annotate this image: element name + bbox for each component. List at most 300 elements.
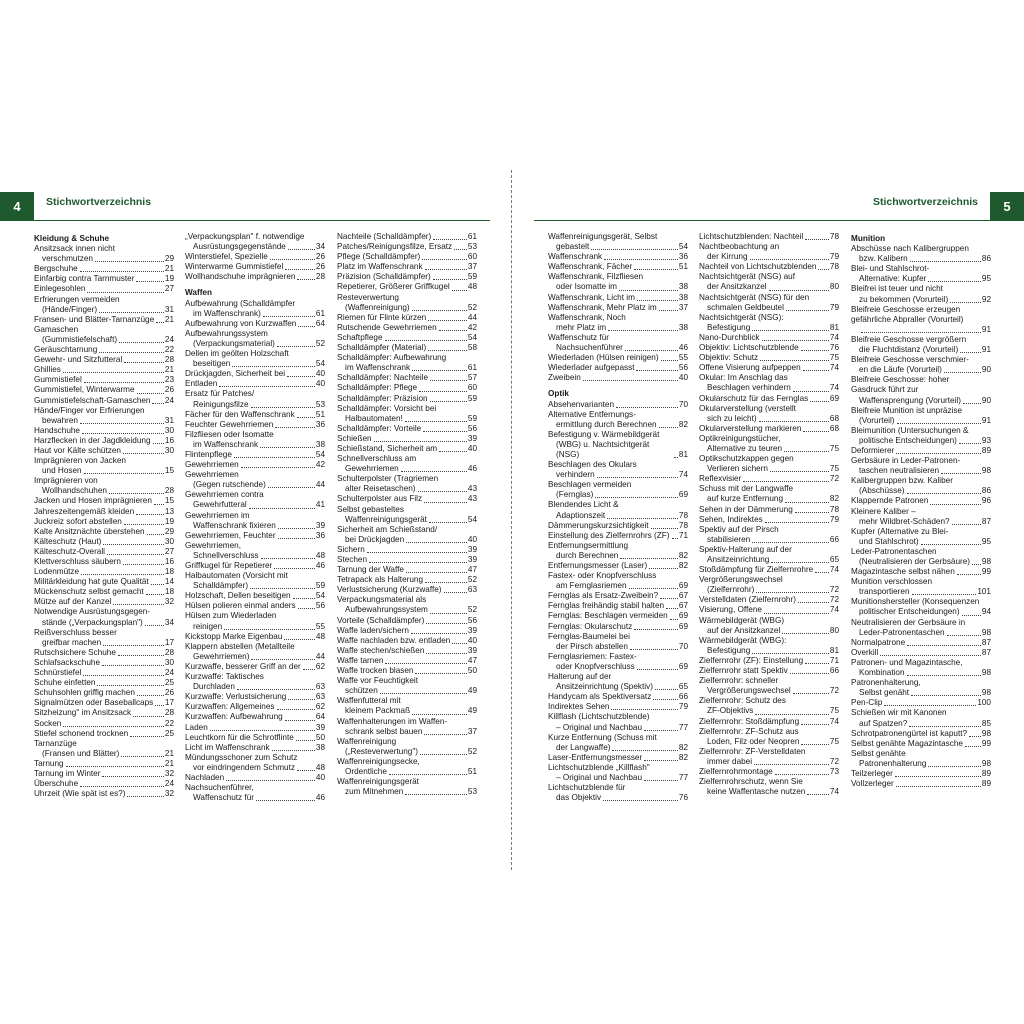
index-entry-text: immer dabei <box>707 756 753 766</box>
index-entry <box>699 686 839 696</box>
index-entry <box>337 656 477 666</box>
index-entry <box>34 648 174 658</box>
index-entry-text: Befestigung <box>707 645 751 655</box>
dot-leader <box>420 754 467 755</box>
index-entry-text: Hülsen zum Wiederladen <box>185 611 277 621</box>
index-entry-text: bei Drückjagden <box>345 534 405 544</box>
index-entry-text: Platz im Waffenschrank <box>337 262 423 272</box>
dot-leader <box>425 269 467 270</box>
dot-leader <box>156 322 164 323</box>
index-entry <box>337 727 477 737</box>
index-entry-text: Verstelldaten (Zielfernrohr) <box>699 595 796 605</box>
dot-leader <box>249 508 315 509</box>
page-reference: 48 <box>315 762 325 772</box>
index-entry-text: (Vorurteil) <box>859 415 895 425</box>
page-reference: 31 <box>164 304 174 314</box>
index-column <box>851 232 991 789</box>
index-entry <box>548 363 688 373</box>
index-entry-text: Wärmebildgerät (WBG): <box>699 635 787 645</box>
index-entry <box>699 605 839 615</box>
index-entry-text: Gewehrriemen <box>185 470 239 480</box>
index-entry <box>699 282 839 292</box>
index-entry <box>337 545 477 555</box>
index-entry-text: Zielfernrohrmontage <box>699 766 773 776</box>
index-entry <box>548 353 688 363</box>
index-entry-text: Laser-Entfernungsmesser <box>548 752 643 762</box>
index-entry <box>548 531 688 541</box>
dot-leader <box>603 800 678 801</box>
page-reference: 21 <box>164 748 174 758</box>
index-entry <box>185 359 325 369</box>
dot-leader <box>810 401 829 402</box>
page-reference: 74 <box>829 363 839 373</box>
page-reference: 54 <box>315 449 325 459</box>
index-entry-text: Ordentliche <box>345 766 387 776</box>
dot-leader <box>764 613 829 614</box>
index-entry <box>337 303 477 313</box>
page-reference: 62 <box>315 702 325 712</box>
dot-leader <box>293 598 315 599</box>
dot-leader <box>298 326 315 327</box>
index-entry-text: Pflege (Schalldämpfer) <box>337 252 421 262</box>
index-entry-text: Waffenfutteral mit <box>337 696 401 706</box>
page-reference: 82 <box>678 752 688 762</box>
index-entry-text: Gummistiefel <box>34 375 82 385</box>
index-entry <box>699 333 839 343</box>
index-entry-text: Okular: Im Anschlag das <box>699 373 788 383</box>
index-entry-text: Wärmebildgerät (WBG) <box>699 615 785 625</box>
index-entry-text: am Fernglasriemen <box>556 581 627 591</box>
index-entry <box>548 551 688 561</box>
index-entry-text: Dämmerungskurzsichtigkeit <box>548 520 649 530</box>
page-reference: 36 <box>315 419 325 429</box>
index-entry-text: Patronen- und Magazintasche, <box>851 657 963 667</box>
section-heading: Kleidung & Schuhe <box>34 234 110 243</box>
index-entry-text: und Hosen <box>42 466 82 476</box>
page-reference: 18 <box>164 567 174 577</box>
index-entry <box>548 692 688 702</box>
index-entry-text: Mückenschutz selbst gemacht <box>34 587 144 597</box>
page-reference: 91 <box>981 345 991 355</box>
index-entry-text: Vorteile (Schalldämpfer) <box>337 615 425 625</box>
dot-leader <box>151 584 164 585</box>
page-reference: 68 <box>829 423 839 433</box>
index-entry-text: („Resteverwertung") <box>345 746 418 756</box>
index-entry <box>851 537 991 547</box>
index-entry-text: Waffenreinigungsecke, <box>337 756 420 766</box>
index-entry-text: Schießen <box>337 433 372 443</box>
index-entry-text: Griffkugel für Repetierer <box>185 561 273 570</box>
index-entry <box>699 464 839 474</box>
dot-leader <box>430 613 467 614</box>
index-entry <box>337 515 477 525</box>
index-entry <box>337 232 477 242</box>
index-entry-text: Visierung, Offene <box>699 605 762 615</box>
index-entry <box>337 323 477 333</box>
index-entry-text: Gewehrriemen <box>345 464 399 474</box>
dot-leader <box>272 750 315 751</box>
dot-leader <box>752 330 829 331</box>
page-reference: 26 <box>164 385 174 395</box>
dot-leader <box>962 615 981 616</box>
index-entry-text: Fernglas-Baumelei bei <box>548 631 630 641</box>
dot-leader <box>655 689 678 690</box>
page-reference: 72 <box>829 756 839 766</box>
dot-leader <box>928 281 981 282</box>
page-reference: 71 <box>829 655 839 665</box>
index-entry-text: kleinem Packmaß <box>345 706 411 716</box>
index-entry <box>34 426 174 436</box>
page-reference: 74 <box>829 565 839 575</box>
index-entry-text: Ansitzsack innen nicht <box>34 244 116 254</box>
index-entry-text: im Waffenschrank <box>193 439 259 449</box>
index-entry <box>699 757 839 767</box>
index-entry <box>851 436 991 446</box>
index-entry-text: Wollhandschuhen <box>42 486 107 496</box>
index-entry-text: Resteverwertung <box>337 292 399 302</box>
index-entry-text: Holzschaft, Dellen beseitigen <box>185 591 291 601</box>
dot-leader <box>84 473 164 474</box>
index-entry <box>851 779 991 789</box>
dot-leader <box>275 427 315 428</box>
index-entry-text: Gummistiefel, Winterwarme <box>34 385 135 395</box>
dot-leader <box>775 774 829 775</box>
index-entry-text: Überschuhe <box>34 779 79 789</box>
index-entry <box>185 662 325 672</box>
dot-leader <box>965 746 981 747</box>
page-reference: 28 <box>164 708 174 718</box>
index-entry-text: Laden <box>185 722 208 732</box>
dot-leader <box>429 522 467 523</box>
index-entry-text: Sicherheit am Schießstand/ <box>337 524 438 534</box>
index-entry-text: bzw. Kalibern <box>859 254 908 264</box>
index-entry-text: Bleifreie Geschosse verschmier- <box>851 355 969 365</box>
index-entry-text: Aufbewahrung (Schalldämpfer <box>185 298 296 308</box>
index-entry-text: Normalpatrone <box>851 637 906 647</box>
index-entry-text: Rutschende Gewehrriemen <box>337 322 437 332</box>
index-entry-text: Tetrapack als Halterung <box>337 575 424 585</box>
dot-leader <box>756 592 829 593</box>
index-entry-text: Objektiv: Lichtschutzblende <box>699 343 799 353</box>
index-entry <box>337 373 477 383</box>
index-entry <box>337 343 477 353</box>
index-entry <box>185 339 325 349</box>
index-entry <box>34 678 174 688</box>
page-reference: 69 <box>678 490 688 500</box>
page-reference: 16 <box>164 435 174 445</box>
index-entry <box>851 587 991 597</box>
index-entry-text: mehr Wildbret-Schäden? <box>859 516 950 526</box>
index-entry-text: Magazintasche selbst nähen <box>851 567 955 577</box>
index-entry <box>699 303 839 313</box>
index-entry-text: das Objektiv <box>556 793 602 803</box>
page-reference: 99 <box>981 738 991 748</box>
index-entry-text: Waffenschrank, Filzfliesen <box>548 272 644 282</box>
index-entry-text: Geräuschtarnung <box>34 345 98 355</box>
index-entry-text: Erfrierungen vermeiden <box>34 294 120 304</box>
page-reference: 44 <box>315 480 325 490</box>
dot-leader <box>296 740 315 741</box>
index-entry-text: (Gummistiefelschaft) <box>42 334 118 344</box>
dot-leader <box>80 786 164 787</box>
page-reference: 89 <box>981 445 991 455</box>
page-reference: 74 <box>678 470 688 480</box>
dot-leader <box>644 760 678 761</box>
dot-leader <box>611 709 677 710</box>
index-entry <box>34 749 174 759</box>
index-entry-text: Schalldämpfer: Aufbewahrung <box>337 353 447 363</box>
page-reference: 78 <box>678 520 688 530</box>
index-entry <box>185 410 325 420</box>
dot-leader <box>369 562 467 563</box>
index-entry <box>185 622 325 632</box>
index-entry-text: Nachteil von Lichtschutzblenden <box>699 262 817 272</box>
index-entry <box>699 656 839 666</box>
page-reference: 78 <box>829 232 839 241</box>
dot-leader <box>963 403 981 404</box>
dot-leader <box>145 625 164 626</box>
index-entry-text: Lichtschutzblende für <box>548 783 626 793</box>
index-entry-text: Abschüsse nach Kalibergruppen <box>851 244 969 254</box>
page-reference: 41 <box>315 500 325 510</box>
dot-leader <box>107 554 164 555</box>
index-entry-text: Gewehrriemen <box>185 460 239 470</box>
page-reference: 74 <box>829 787 839 797</box>
index-entry-text: Feuchter Gewehrriemen <box>185 419 274 429</box>
dot-leader <box>637 300 678 301</box>
index-entry-text: Handycam als Spektiversatz <box>548 692 652 702</box>
index-entry-text: Halbautomaten (Vorsicht mit <box>185 571 288 581</box>
index-entry <box>548 773 688 783</box>
index-entry-text: Vollzerleger <box>851 779 894 789</box>
index-entry-text: Schaftpflege <box>337 332 383 342</box>
index-column <box>337 232 477 797</box>
index-entry-text: Schuhsohlen griffig machen <box>34 688 135 698</box>
page-reference: 56 <box>678 363 688 373</box>
index-entry-text: Fernglasriemen: Fastex- <box>548 651 637 661</box>
page-reference: 37 <box>467 726 477 736</box>
index-entry <box>34 537 174 547</box>
index-entry-text: Fransen- und Blätter-Tarnanzüge <box>34 314 155 324</box>
page-reference: 37 <box>678 302 688 312</box>
index-entry-text: Imprägnieren von Jacken <box>34 456 126 466</box>
index-entry-text: durch Berechnen <box>556 550 619 560</box>
index-entry-text: Verpackungsmaterial als <box>337 595 427 605</box>
index-entry-text: Fernglas freihändig stabil halten <box>548 601 665 611</box>
page-reference: 56 <box>315 601 325 611</box>
index-entry-text: Vergrößerungswechsel <box>707 686 791 696</box>
page-reference: 29 <box>164 526 174 536</box>
index-entry-text: Tarnung <box>34 758 64 768</box>
index-entry-text: Blei- und Stahlschrot- <box>851 264 930 274</box>
page-reference: 36 <box>315 530 325 540</box>
index-entry-text: Waffe stechen/schießen <box>337 645 425 655</box>
header-rule <box>534 220 1024 221</box>
page-reference: 82 <box>678 550 688 560</box>
dot-leader <box>786 310 829 311</box>
index-entry-text: Leder-Patronentaschen <box>851 546 937 556</box>
index-entry <box>185 733 325 743</box>
index-entry <box>34 305 174 315</box>
index-entry-text: Haut vor Kälte schützen <box>34 445 121 455</box>
index-entry <box>34 254 174 264</box>
index-entry-text: auf kurze Entfernung <box>707 494 784 504</box>
page-reference: 94 <box>981 607 991 617</box>
index-entry-text: keine Waffentasche nutzen <box>707 787 806 797</box>
index-entry <box>548 440 688 460</box>
dot-leader <box>298 608 315 609</box>
dot-leader <box>424 734 467 735</box>
index-entry-text: Gewehrriemen) <box>193 651 250 661</box>
index-entry <box>185 319 325 329</box>
index-entry-text: politische Entscheidungen) <box>859 435 957 445</box>
index-entry-text: taschen neutralisieren <box>859 466 940 476</box>
index-entry-text: Nachsuchenführer, <box>185 783 254 793</box>
page-reference: 38 <box>315 439 325 449</box>
dot-leader <box>616 407 678 408</box>
index-entry <box>185 682 325 692</box>
index-entry-text: Hände/Finger vor Erfrierungen <box>34 405 145 415</box>
page-reference: 79 <box>678 702 688 712</box>
dot-leader <box>260 447 315 448</box>
index-entry <box>548 511 688 521</box>
index-entry-text: Ghillies <box>34 365 61 375</box>
index-entry <box>185 369 325 379</box>
page-reference: 36 <box>678 252 688 262</box>
dot-leader <box>425 582 467 583</box>
index-entry-text: Entfernungsermittlung <box>548 540 629 550</box>
dot-leader <box>595 497 678 498</box>
page-reference: 86 <box>981 486 991 496</box>
dot-leader <box>99 312 164 313</box>
index-entry <box>548 723 688 733</box>
page-reference: 46 <box>678 343 688 353</box>
index-entry-text: Leder-Patronentaschen <box>859 627 945 637</box>
index-entry <box>34 779 174 789</box>
index-entry <box>337 394 477 404</box>
dot-leader <box>653 699 678 700</box>
index-entry <box>548 601 688 611</box>
page-reference: 89 <box>981 768 991 778</box>
index-entry-text: sich zu leicht) <box>707 413 757 423</box>
index-entry <box>185 450 325 460</box>
dot-leader <box>636 370 677 371</box>
index-entry-text: die Fluchtdistanz (Vorurteil) <box>859 345 959 355</box>
index-entry-text: Halbautomaten! <box>345 413 403 423</box>
index-entry <box>34 658 174 668</box>
dot-leader <box>224 629 315 630</box>
page-reference: 98 <box>981 758 991 768</box>
dot-leader <box>944 372 981 373</box>
index-entry-text: Kurzwaffen: Allgemeines <box>185 702 275 712</box>
index-entry-text: Präzision (Schalldämpfer) <box>337 272 431 282</box>
dot-leader <box>625 350 678 351</box>
page-reference: 40 <box>467 443 477 453</box>
index-entry-text: Nachladen <box>185 772 225 782</box>
dot-leader <box>651 528 678 529</box>
index-entry-text: Sichern <box>337 544 365 554</box>
index-entry-text: Jahreszeitengemäß kleiden <box>34 506 135 516</box>
index-entry <box>548 753 688 763</box>
dot-leader <box>752 653 829 654</box>
index-entry-text: Waffe nachladen bzw. entladen <box>337 635 451 645</box>
index-entry-text: alter Reisetaschen) <box>345 484 416 494</box>
index-entry-text: greifbar machen <box>42 637 102 647</box>
page-reference: 18 <box>164 587 174 597</box>
index-entry-text: Aufbewahrungssystem <box>345 605 428 615</box>
index-entry <box>337 585 477 595</box>
index-entry-text: Gummistiefelschaft-Gamaschen <box>34 395 151 405</box>
index-entry-text: stabilisieren <box>707 534 751 544</box>
dot-leader <box>634 629 678 630</box>
index-entry-text: Ansitzeinrichtung (Spektiv) <box>556 682 653 692</box>
index-entry-text: Waffenreinigungsgerät, Selbst <box>548 232 658 241</box>
page-reference: 24 <box>164 668 174 678</box>
dot-leader <box>807 794 829 795</box>
dot-leader <box>83 675 164 676</box>
index-entry <box>185 652 325 662</box>
index-entry-text: Sitzheizung" im Ansitzsack <box>34 708 132 718</box>
index-entry <box>337 787 477 797</box>
index-entry <box>185 702 325 712</box>
dot-leader <box>277 709 315 710</box>
page-reference: 48 <box>315 631 325 641</box>
dot-leader <box>607 518 678 519</box>
index-entry-text: politischer Entscheidungen) <box>859 607 960 617</box>
dot-leader <box>97 685 163 686</box>
page-reference: 51 <box>678 262 688 272</box>
index-entry-text: Schnellverschluss <box>193 550 259 560</box>
index-entry <box>337 414 477 424</box>
index-entry-text: Mündungsschoner zum Schutz <box>185 752 298 762</box>
index-entry-text: Gewehrfutteral <box>193 500 247 510</box>
index-entry <box>34 486 174 496</box>
dot-leader <box>278 528 315 529</box>
page-reference: 75 <box>829 464 839 474</box>
dot-leader <box>921 544 981 545</box>
index-entry-text: Tarnung der Waffe <box>337 565 404 575</box>
page-reference: 54 <box>467 514 477 524</box>
dot-leader <box>762 340 829 341</box>
dot-leader <box>972 564 981 565</box>
dot-leader <box>805 663 829 664</box>
dot-leader <box>629 588 678 589</box>
page-reference: 51 <box>315 409 325 419</box>
dot-leader <box>412 310 467 311</box>
index-entry-text: Kalte Ansitznächte überstehen <box>34 526 145 536</box>
dot-leader <box>118 655 164 656</box>
index-entry-text: Winterwarme Gummistiefel <box>185 262 284 272</box>
dot-leader <box>784 451 829 452</box>
index-entry-text: Sehen in der Dämmerung <box>699 504 793 514</box>
index-entry-text: Juckreiz sofort abstellen <box>34 516 122 526</box>
page-reference: 63 <box>315 682 325 692</box>
page-reference: 28 <box>164 486 174 496</box>
page-reference: 75 <box>829 353 839 363</box>
dot-leader <box>210 730 315 731</box>
dot-leader <box>597 477 678 478</box>
right-page <box>512 0 1024 1024</box>
index-entry-text: Winterstiefel, Spezielle <box>185 252 268 262</box>
page-reference: 21 <box>164 758 174 768</box>
index-entry-text: Neutralisieren der Gerbsäure in <box>851 617 966 627</box>
page-reference: 98 <box>981 557 991 566</box>
dot-leader <box>412 714 467 715</box>
dot-leader <box>124 362 164 363</box>
index-entry-text: Schulterpolster aus Filz <box>337 494 423 504</box>
page-reference: 78 <box>678 510 688 520</box>
index-entry-text: der Kirrung <box>707 252 748 262</box>
